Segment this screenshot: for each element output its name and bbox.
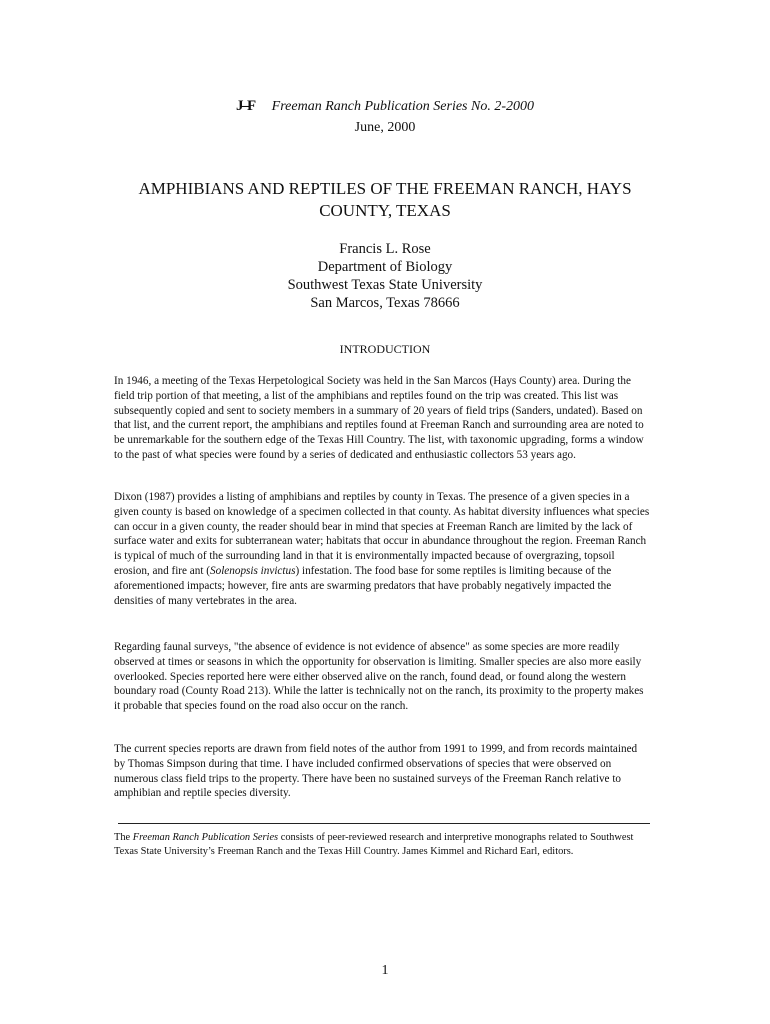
series-line: Freeman Ranch Publication Series No. 2-2000 bbox=[271, 99, 534, 114]
page-number: 1 bbox=[381, 963, 389, 978]
author-block bbox=[0, 240, 770, 312]
paragraph-4-text: The current species reports are drawn from field notes of the author from 1991 to 1999, and from records maintained by Thomas Simpson during that time. I have included confirmed observations of species that were observed on numerous class field trips to the property. There have been no sustained surveys of the Freeman Ranch relative to amphibian and reptile species diversity. bbox=[114, 743, 638, 800]
footnote-rest: consists of peer-reviewed research and interpretive monographs related to Southwest Texas State University’s Freeman Ranch and the Texas Hill Country. James Kimmel and Richard Earl, editors. bbox=[114, 832, 634, 857]
species-name-italic: Solenopsis invictus bbox=[210, 564, 296, 577]
author-location: San Marcos, Texas 78666 bbox=[310, 295, 460, 311]
author-university: Southwest Texas State University bbox=[287, 277, 483, 293]
footnote-prefix: The bbox=[114, 832, 133, 843]
paragraph-2 bbox=[114, 490, 650, 608]
document-title: AMPHIBIANS AND REPTILES OF THE FREEMAN RANCH, HAYS COUNTY, TEXAS bbox=[138, 179, 632, 220]
paragraph-1-text: In 1946, a meeting of the Texas Herpetological Society was held in the San Marcos (Hays County) area. During the field trip portion of that meeting, a list of the amphibians and reptiles found on the trip was created. This list was subsequently copied and sent to society members in a summary of 20 years of field trips (Sanders, undated). Based on that list, and the current report, the amphibians and reptiles found at Freeman Ranch and surrounding area are noted to be unremarkable for the southern edge of the Texas Hill Country. The list, with taxonomic upgrading, forms a window to the past of what species were found by a series of dedicated and enthusiastic collectors 53 years ago. bbox=[114, 375, 644, 461]
author-name: Francis L. Rose bbox=[339, 241, 431, 257]
paragraph-3-text: Regarding faunal surveys, "the absence of evidence is not evidence of absence" as some species are more readily observed at times or seasons in which the opportunity for observation is limiting. Smaller species are also more easily overlooked. Species reported here were either observed alive on the ranch, found dead, or found along the western boundary road (County Road 213). While the latter is technically not on the ranch, its proximity to the property makes it probable that species found on the road also occur on the ranch. bbox=[114, 641, 644, 713]
paragraph-1 bbox=[114, 374, 650, 463]
footnote-series-italic: Freeman Ranch Publication Series bbox=[132, 832, 279, 843]
publication-date: June, 2000 bbox=[354, 120, 416, 135]
paragraph-3 bbox=[114, 640, 650, 714]
section-heading: INTRODUCTION bbox=[339, 342, 431, 356]
paragraph-2-text bbox=[114, 490, 650, 608]
footnote bbox=[114, 831, 650, 859]
footnote-divider bbox=[118, 823, 650, 824]
publication-header bbox=[0, 98, 770, 115]
freeman-ranch-logo: J–F bbox=[236, 98, 255, 114]
paragraph-2-part-2: ) infestation. The food base for some reptiles is limiting because of the aforementioned impacts; however, fire ants are swarming predators that have probably negatively impacted the densities of many vertebrates in the area. bbox=[114, 564, 612, 607]
author-department: Department of Biology bbox=[317, 259, 453, 275]
paragraph-4 bbox=[114, 742, 650, 801]
paragraph-2-part-1: Dixon (1987) provides a listing of amphibians and reptiles by county in Texas. The presence of a given species in a given county is based on knowledge of a specimen collected in that county. As habitat diversity influences what species can occur in a given county, the reader should bear in mind that species at Freeman Ranch are limited by the lack of surface water and exits for subterranean water; habitats that occur in abundance throughout the region. Freeman Ranch is typical of much of the surrounding land in that it is environmentally impacted because of overgrazing, topsoil erosion, and fire ant ( bbox=[114, 491, 650, 577]
